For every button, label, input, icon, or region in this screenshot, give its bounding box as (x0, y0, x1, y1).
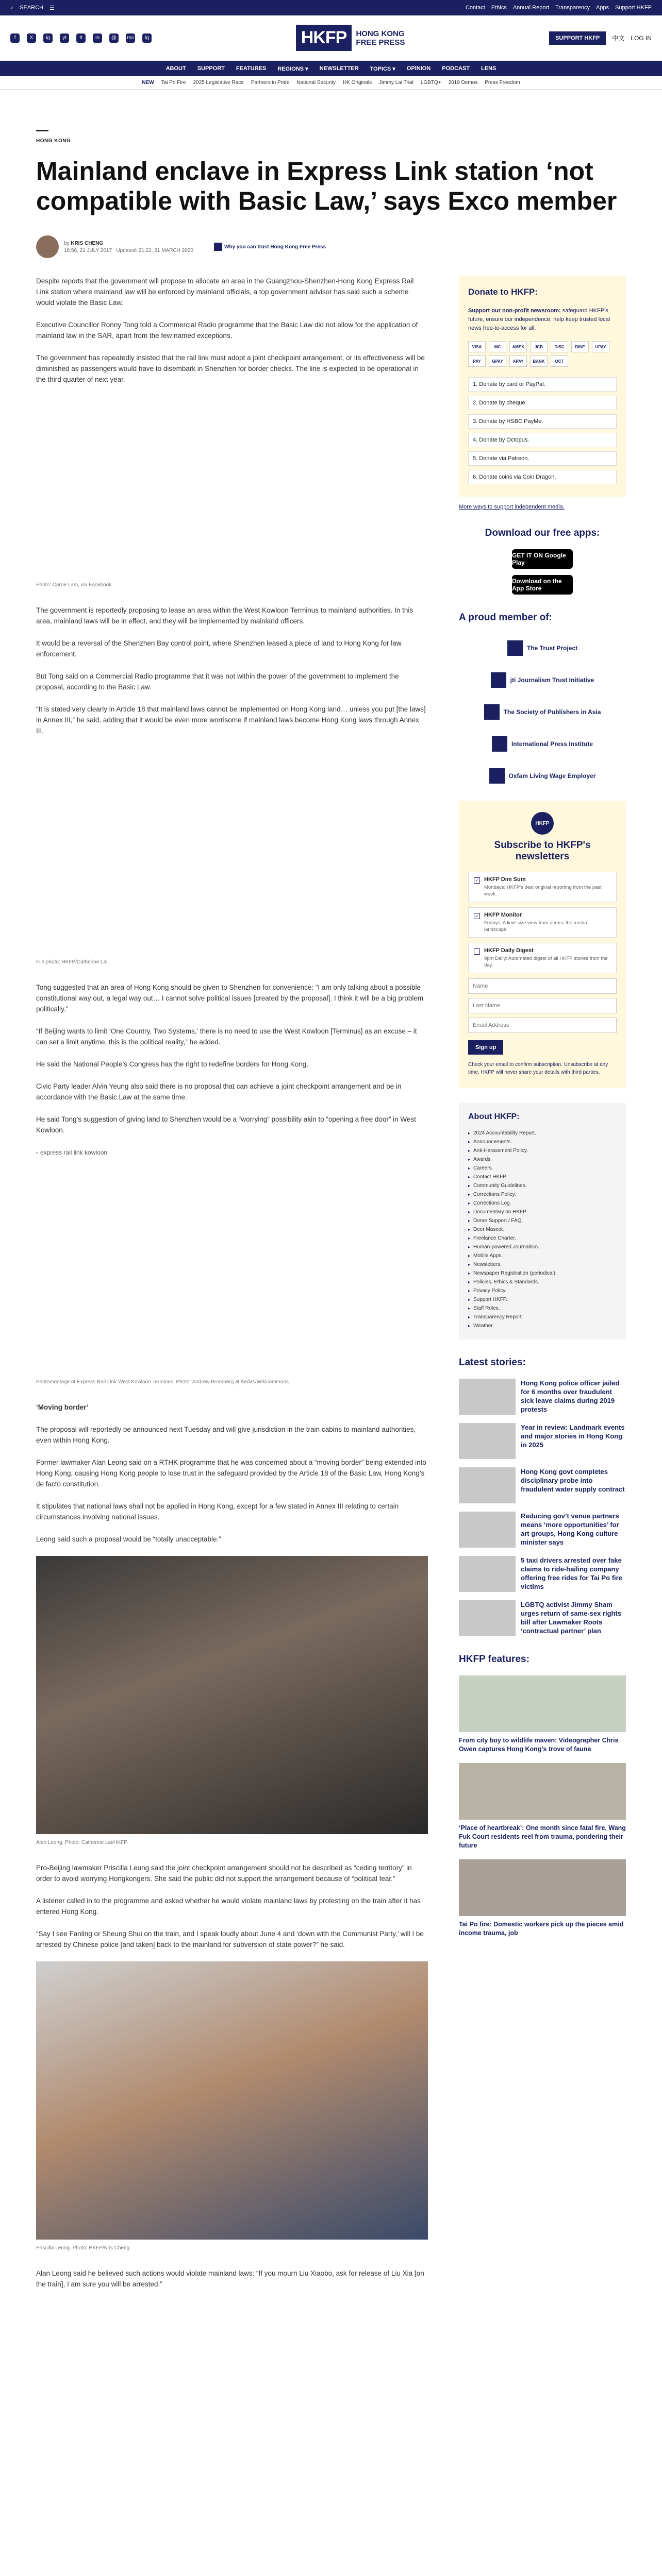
topbar-link-annual-report[interactable]: Annual Report (512, 5, 550, 11)
paragraph: Alan Leong said he believed such actions would violate mainland laws: “If you mourn Liu Xiaobo, ask for release of Liu Xia [on the train], I am sure you will be arrested.” (36, 2269, 424, 2288)
donate-option-patreon[interactable]: 5. Donate via Patreon. (468, 451, 617, 466)
jti-icon (491, 672, 506, 688)
payment-logos (468, 341, 617, 367)
topic-ticker (0, 76, 662, 90)
more-ways-link[interactable]: More ways to support independent media. (459, 504, 565, 510)
jcb-icon: JCB (530, 341, 548, 352)
checkbox[interactable] (474, 948, 480, 955)
donate-title: Donate to HKFP: (468, 287, 538, 297)
feature-image (459, 1859, 626, 1916)
app-store-button[interactable]: Download on the App Store (512, 575, 573, 595)
facebook-icon[interactable]: f (10, 33, 20, 43)
feature-story[interactable] (459, 1859, 626, 1938)
story-title: Hong Kong govt completes disciplinary probe into fraudulent water supply contract (521, 1468, 625, 1493)
story-thumbnail (459, 1512, 516, 1548)
feature-title: Tai Po fire: Domestic workers pick up the pieces amid income trauma, job (459, 1921, 624, 1937)
checkbox[interactable]: ✓ (474, 877, 480, 884)
checkbox[interactable]: ✓ (474, 913, 480, 919)
article-body (36, 276, 428, 2301)
newsletter-option-daily[interactable] (468, 943, 617, 973)
search-icon[interactable]: ⌕ (10, 4, 14, 11)
image-caption: Priscilla Leung. Photo: HKFP/Kris Cheng. (36, 2245, 131, 2251)
email-icon[interactable]: @ (109, 33, 119, 43)
paypal-icon: PAY (468, 355, 486, 367)
chinese-link[interactable]: 中文 (612, 35, 625, 42)
updated-date: Updated: 21:22, 21 MARCH 2020 (116, 247, 193, 253)
ticker-item[interactable]: Press Freedom (485, 80, 520, 86)
about-link[interactable]: ▸ Corrections Log. (468, 1199, 617, 1208)
nav-support[interactable]: SUPPORT (197, 65, 225, 72)
nav-regions[interactable]: REGIONS ▾ (277, 65, 308, 72)
social-links (10, 33, 152, 43)
logo-mark: HKFP (296, 25, 352, 51)
paragraph: It would be a reversal of the Shenzhen Bay control point, where Shenzhen leased a piece of land to Hong Kong for law enforcement. (36, 639, 402, 658)
story-thumbnail (459, 1423, 516, 1459)
ticker-item[interactable]: 2019 Demos (448, 80, 478, 86)
octopus-icon: OCT (551, 355, 568, 367)
member-name: The Trust Project (526, 645, 578, 652)
story-title: Year in review: Landmark events and major stories in Hong Kong in 2025 (521, 1423, 625, 1449)
image-caption: Alan Leong. Photo: Catherine Lai/HKFP. (36, 1840, 128, 1845)
topbar-link-contact[interactable]: Contact (465, 5, 485, 11)
about-link[interactable]: ▸ Contact HKFP. (468, 1173, 617, 1181)
nav-newsletter[interactable]: NEWSLETTER (319, 65, 359, 72)
mastercard-icon: MC (489, 341, 506, 352)
latest-story[interactable] (459, 1379, 626, 1415)
last-name-field[interactable] (468, 998, 617, 1013)
nav-opinion[interactable]: OPINION (406, 65, 431, 72)
about-link[interactable]: ▸ Newspaper Registration (periodical). (468, 1269, 617, 1278)
section-subhead: ‘Moving border’ (36, 1403, 89, 1411)
member-title: A proud member of: (459, 612, 552, 623)
article-image-1 (36, 396, 428, 577)
newsletter-note: Check your email to confirm subscription. Unsubscribe at any time. HKFP will never share your details with third parties. (468, 1062, 608, 1075)
donate-blurb: safeguard HKFP’s future, ensure our independence, help keep trusted local news free-to-access for all. (468, 308, 610, 331)
feature-story[interactable] (459, 1763, 626, 1850)
apple-pay-icon: APAY (509, 355, 527, 367)
latest-story[interactable] (459, 1467, 626, 1503)
donate-blurb-link[interactable]: Support our non-profit newsroom: (468, 308, 561, 314)
paragraph: A listener called in to the programme and asked whether he would violate mainland laws by protesting on the train after it has entered Hong Kong. (36, 1897, 421, 1916)
newsletter-name: HKFP Monitor (484, 912, 522, 918)
topbar-link-support[interactable]: Support HKFP (615, 5, 652, 11)
ticker-item[interactable]: National Security (296, 80, 336, 86)
about-link[interactable]: ▸ Freelance Charter. (468, 1234, 617, 1243)
about-link[interactable]: ▸ Donor Support / FAQ. (468, 1216, 617, 1225)
newsletter-logo: HKFP (531, 812, 554, 835)
linkedin-icon[interactable]: in (93, 33, 102, 43)
unionpay-icon: UPAY (592, 341, 609, 352)
member-name: jti Journalism Trust Initiative (510, 676, 594, 684)
about-list (468, 1129, 617, 1330)
article-image-priscilla-leung (36, 1961, 428, 2240)
features-title: HKFP features: (459, 1654, 529, 1665)
story-thumbnail (459, 1600, 516, 1636)
donate-option-coins[interactable]: 6. Donate coins via Coin Dragon. (468, 470, 617, 484)
newsletter-name: HKFP Dim Sum (484, 876, 526, 883)
paragraph: The government is reportedly proposing to lease an area within the West Kowloon Terminus to mainland authorities. In this area, mainland laws will be in effect, and they will be implemented by mainland officers. (36, 606, 413, 625)
member-ipi[interactable] (459, 730, 626, 758)
login-link[interactable]: LOG IN (631, 34, 652, 42)
story-title: Reducing gov’t venue partners means ‘more opportunities’ for art groups, Hong Kong culture minister says (521, 1512, 619, 1546)
member-sopa[interactable] (459, 698, 626, 726)
member-jti[interactable] (459, 666, 626, 694)
masthead (0, 15, 662, 61)
nav-topics[interactable]: TOPICS ▾ (370, 65, 395, 72)
broken-image-alt: express rail link kowloon (40, 1149, 108, 1156)
latest-story[interactable] (459, 1512, 626, 1548)
newsletter-title: Subscribe to HKFP's newsletters (494, 840, 591, 862)
google-pay-icon: GPAY (489, 355, 506, 367)
publish-date: 16:56, 21 JULY 2017 (64, 247, 112, 253)
feature-title: ‘Place of heartbreak’: One month since fatal fire, Wang Fuk Court residents reel from trauma, pondering their future (459, 1824, 626, 1849)
newsletter-box (459, 801, 626, 1088)
about-link[interactable]: ▸ Policies, Ethics & Standards. (468, 1278, 617, 1286)
sidebar (459, 276, 626, 2301)
oxfam-icon (489, 768, 505, 784)
article-title: Mainland enclave in Express Link station ‘not compatible with Basic Law,’ says Exco member (36, 157, 617, 215)
newsletter-option-monitor[interactable] (468, 907, 617, 938)
ticker-item[interactable]: Jimmy Lai Trial (379, 80, 413, 86)
trust-link[interactable] (214, 243, 326, 251)
signup-button[interactable]: Sign up (468, 1040, 503, 1055)
donate-option-payme[interactable]: 3. Donate by HSBC PayMe. (468, 414, 617, 429)
article-category[interactable]: HONG KONG (36, 138, 71, 144)
paragraph: “If Beijing wants to limit ‘One Country, Two Systems,’ there is no need to use the West Kowloon [Terminus] as an excuse – it can set a limit anytime, this is the political reality,” he added. (36, 1027, 417, 1046)
ticker-item[interactable]: 2025 Legislative Race (193, 80, 244, 86)
newsletter-desc: Mondays: HKFP's best original reporting from the past week. (484, 885, 602, 897)
article-header (0, 90, 662, 258)
broken-image-icon: ▫ (36, 1149, 39, 1156)
about-link[interactable]: ▸ Mobile Apps. (468, 1251, 617, 1260)
menu-icon[interactable]: ☰ (49, 5, 55, 11)
paragraph: Former lawmaker Alan Leong said on a RTHK programme that he was concerned about a “moving border” being extended into Hong Kong, causing Hong Kong people to lose trust in the safeguard provided by the Article 18 of the Basic Law, Hong Kong’s de facto constitution. (36, 1459, 426, 1488)
x-icon[interactable]: X (27, 33, 36, 43)
about-title: About HKFP: (468, 1112, 520, 1121)
about-link[interactable]: ▸ Privacy Policy. (468, 1286, 617, 1295)
newsletter-desc: Fridays: A limit-size view from across the media landscape. (484, 920, 587, 933)
about-link[interactable]: ▸ Anti-Harassment Policy. (468, 1146, 617, 1155)
ticker-item[interactable]: Partners in Pride (251, 80, 290, 86)
nav-lens[interactable]: LENS (481, 65, 496, 72)
topbar-link-ethics[interactable]: Ethics (491, 5, 507, 11)
story-title: 5 taxi drivers arrested over fake claims to ride-hailing company offering free rides for Tai Po fire victims (521, 1556, 622, 1590)
trust-project-icon (507, 640, 523, 656)
ticker-item[interactable]: LGBTQ+ (420, 80, 441, 86)
amex-icon: AMEX (509, 341, 527, 352)
support-hkfp-button[interactable]: SUPPORT HKFP (549, 31, 606, 45)
image-caption: Photo: Carrie Lam, via Facebook. (36, 582, 113, 588)
sopa-icon (484, 704, 500, 720)
paragraph: “It is stated very clearly in Article 18 that mainland laws cannot be implemented on Hong Kong land… unless you put [the laws] in Annex III,” he said, adding that it would be even more worrisome if mainland laws become Hong Kong laws through Annex III. (36, 705, 426, 735)
paragraph: Despite reports that the government will propose to allocate an area in the Guangzhou-Shenzhen-Hong Kong Express Rail Link station where mainland law will be enforced by mainland officials, a top government advisor has said such a scheme would violate the Basic Law. (36, 277, 414, 307)
story-thumbnail (459, 1556, 516, 1592)
member-trust-project[interactable] (459, 634, 626, 663)
paragraph: Leong said such a proposal would be “totally unacceptable.” (36, 1535, 221, 1543)
newsletter-desc: 9pm Daily: Automated digest of all HKFP stories from the day. (484, 956, 608, 968)
feature-image (459, 1675, 626, 1732)
donate-box (459, 276, 626, 497)
category-rule (36, 130, 48, 131)
paragraph: He said the National People’s Congress has the right to redefine borders for Hong Kong. (36, 1060, 309, 1068)
bank-icon: BANK (530, 355, 548, 367)
image-caption: Photomontage of Express Rail Link West Kowloon Terminus. Photo: Andrew Bromberg at Aedas/Wikicommons. (36, 1379, 290, 1385)
story-thumbnail (459, 1467, 516, 1503)
topbar-link-apps[interactable]: Apps (596, 5, 609, 11)
telegram-icon[interactable]: tg (142, 33, 152, 43)
main-nav (0, 61, 662, 76)
search-link[interactable]: SEARCH (20, 5, 44, 11)
instagram-icon[interactable]: ig (43, 33, 53, 43)
about-link[interactable]: ▸ Staff Roles. (468, 1304, 617, 1313)
story-title: LGBTQ activist Jimmy Sham urges return of same-sex rights bill after Lawmaker Roots ‘contractual partner’ plan (521, 1601, 622, 1635)
nav-about[interactable]: ABOUT (166, 65, 186, 72)
trust-link-text: Why you can trust Hong Kong Free Press (224, 244, 326, 250)
nav-features[interactable]: FEATURES (236, 65, 267, 72)
paragraph: The proposal will reportedly be announced next Tuesday and will give jurisdiction in the train cabins to mainland authorities, even within Hong Kong. (36, 1426, 416, 1444)
trust-badge-icon (214, 243, 222, 251)
latest-story[interactable] (459, 1423, 626, 1459)
about-link[interactable]: ▸ Newsletters. (468, 1260, 617, 1269)
apps-title: Download our free apps: (485, 528, 600, 538)
author-avatar (36, 235, 59, 258)
paragraph: He said Tong’s suggestion of giving land to Shenzhen would be a “worrying” possibility akin to “opening a free door” in West Kowloon. (36, 1115, 416, 1134)
discover-icon: DISC (551, 341, 568, 352)
feature-story[interactable] (459, 1675, 626, 1754)
logo-name-line1: HONG KONG (356, 29, 405, 38)
about-link[interactable]: ▸ Awards. (468, 1155, 617, 1164)
member-oxfam[interactable] (459, 761, 626, 790)
logo-name-line2: FREE PRESS (356, 38, 405, 47)
byline (36, 235, 626, 258)
member-name: The Society of Publishers in Asia (503, 708, 601, 716)
about-link[interactable]: ▸ Announcements. (468, 1138, 617, 1146)
latest-title: Latest stories: (459, 1357, 526, 1368)
about-link[interactable]: ▸ Careers. (468, 1164, 617, 1173)
about-link[interactable]: ▸ Documentary on HKFP. (468, 1208, 617, 1216)
ticker-label: NEW (142, 80, 154, 86)
donate-option-cheque[interactable]: 2. Donate by cheque. (468, 396, 617, 410)
nav-podcast[interactable]: PODCAST (442, 65, 470, 72)
about-link[interactable]: ▸ 2024 Accountability Report. (468, 1129, 617, 1138)
newsletter-option-dimsum[interactable] (468, 872, 617, 902)
paragraph: “Say I see Fanling or Sheung Shui on the train, and I speak loudly about June 4 and ‘down with the Communist Party,’ will I be arrested by Chinese police [and taken] back to the mainland for subversion of state power?” he said. (36, 1930, 424, 1948)
about-link[interactable]: ▸ Support HKFP. (468, 1295, 617, 1304)
paragraph: Civic Party leader Alvin Yeung also said there is no proposal that can achieve a joint checkpoint arrangement and be in accordance with the Basic Law at the same time. (36, 1082, 402, 1101)
paragraph: Tong suggested that an area of Hong Kong should be given to Shenzhen for convenience: “I am only talking about a possible constitutional way out, a legal way out… I cannot solve political issues [created by the proposal]. I think it will be a big problem politically.” (36, 984, 424, 1013)
story-thumbnail (459, 1379, 516, 1415)
author-name[interactable]: KRIS CHENG (71, 240, 104, 246)
latest-story[interactable] (459, 1600, 626, 1636)
about-box (459, 1103, 626, 1340)
member-name: Oxfam Living Wage Employer (508, 772, 596, 779)
youtube-icon[interactable]: yt (60, 33, 69, 43)
visa-icon: VISA (468, 341, 486, 352)
member-name: International Press Institute (511, 740, 593, 748)
paragraph: Pro-Beijing lawmaker Priscilla Leung said the joint checkpoint arrangement should not be described as “ceding territory” in order to avoid worrying Hongkongers. She said the public did not support the arrangement because of “political fear.” (36, 1864, 412, 1883)
top-utility-bar (0, 0, 662, 15)
about-link[interactable]: ▸ Corrections Policy. (468, 1190, 617, 1199)
feature-image (459, 1763, 626, 1820)
article-image-3 (36, 1147, 428, 1374)
rss-icon[interactable]: rss (126, 33, 135, 43)
site-logo[interactable] (296, 25, 405, 51)
diners-icon: DINE (571, 341, 589, 352)
paragraph: The government has repeatedly insisted that the rail link must adopt a joint checkpoint arrangement, or its effectiveness will be diminished as passengers would have to disembark in Shenzhen for border checks. The line is expected to be operational in the third quarter of next year. (36, 354, 425, 383)
tiktok-icon[interactable]: tt (76, 33, 86, 43)
paragraph: But Tong said on a Commercial Radio programme that it was not within the power of the government to implement the proposal, according to the Basic Law. (36, 672, 399, 691)
google-play-button[interactable]: GET IT ON Google Play (512, 549, 573, 569)
about-link[interactable]: ▸ Deer Mascot. (468, 1225, 617, 1234)
name-field[interactable] (468, 978, 617, 994)
paragraph: Executive Councillor Ronny Tong told a Commercial Radio programme that the Basic Law did not allow for the application of mainland law in the SAR, apart from the few named exceptions. (36, 321, 418, 340)
about-link[interactable]: ▸ Community Guidelines. (468, 1181, 617, 1190)
donate-option-octopus[interactable]: 4. Donate by Octopus. (468, 433, 617, 447)
article-image-alan-leong (36, 1556, 428, 1834)
ticker-item[interactable]: HK Originals (342, 80, 372, 86)
about-link[interactable]: ▸ Human-powered Journalism. (468, 1243, 617, 1251)
topbar-link-transparency[interactable]: Transparency (555, 5, 590, 11)
logo-name (356, 29, 405, 47)
paragraph: It stipulates that national laws shall not be applied in Hong Kong, except for a few stated in Annex III relating to certain circumstances involving national issues. (36, 1502, 399, 1521)
ticker-item[interactable]: Tai Po Fire (161, 80, 186, 86)
story-title: Hong Kong police officer jailed for 6 months over fraudulent sick leave claims during 2019 protests (521, 1379, 620, 1413)
ipi-icon (492, 736, 507, 752)
article-image-2 (36, 748, 428, 954)
donate-option-card[interactable]: 1. Donate by card or PayPal. (468, 377, 617, 392)
about-link[interactable]: ▸ Weather. (468, 1321, 617, 1330)
newsletter-name: HKFP Daily Digest (484, 947, 534, 954)
email-field[interactable] (468, 1018, 617, 1033)
feature-title: From city boy to wildlife maven: Videographer Chris Owen captures Hong Kong’s trove of fauna (459, 1737, 619, 1753)
byline-prefix: by (64, 240, 70, 246)
image-caption: File photo: HKFP/Catherine Lai. (36, 959, 109, 965)
about-link[interactable]: ▸ Transparency Report. (468, 1313, 617, 1321)
latest-story[interactable] (459, 1556, 626, 1592)
